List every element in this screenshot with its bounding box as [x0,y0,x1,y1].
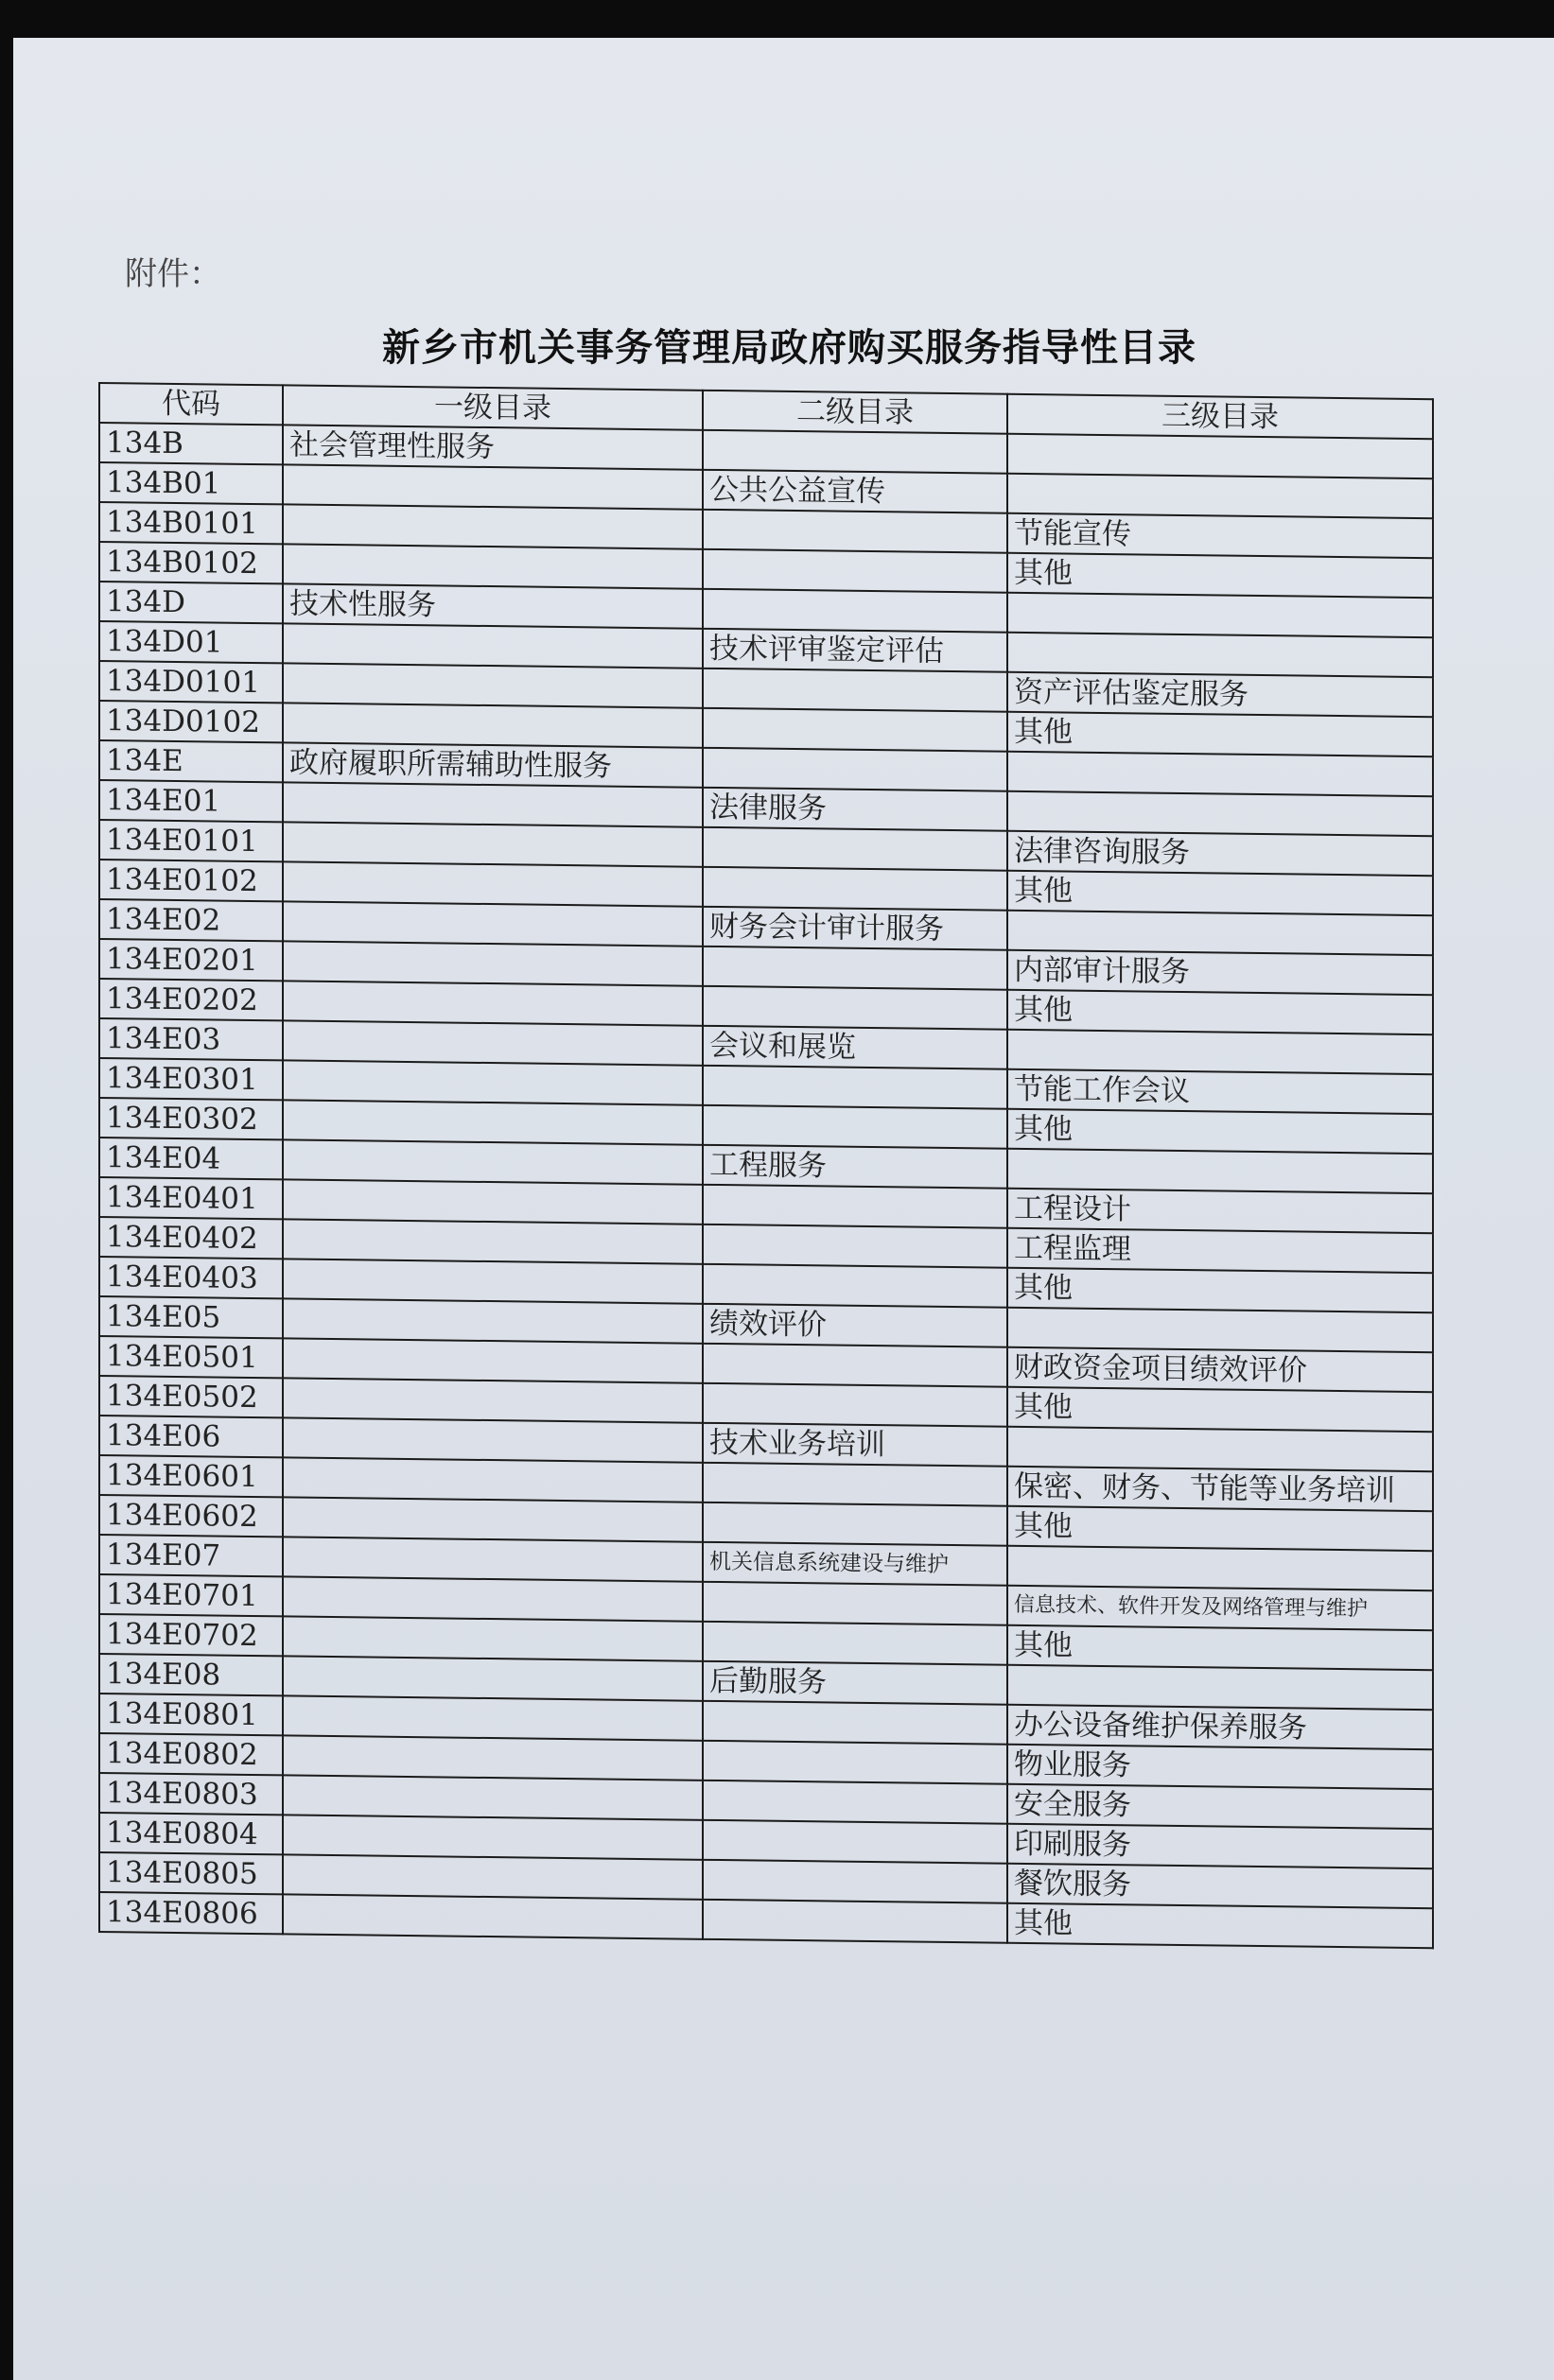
cell-level2 [703,1741,1007,1784]
cell-level2: 后勤服务 [703,1661,1007,1705]
header-level2: 二级目录 [703,391,1007,434]
cell-code: 134E0202 [99,979,283,1020]
cell-level1 [283,464,703,509]
cell-level2 [703,1463,1007,1506]
cell-level3 [1007,593,1433,637]
cell-code: 134E0403 [99,1257,283,1298]
cell-level2: 机关信息系统建设与维护 [703,1542,1007,1586]
cell-level1 [283,663,703,707]
cell-level3: 其他 [1007,1506,1433,1551]
cell-level2 [703,1701,1007,1745]
cell-code: 134E0401 [99,1177,283,1219]
cell-code: 134E0102 [99,860,283,901]
cell-code: 134E0702 [99,1614,283,1656]
cell-code: 134E0301 [99,1058,283,1100]
cell-level1: 社会管理性服务 [283,425,703,469]
cell-code: 134E06 [99,1416,283,1457]
cell-level1 [283,1775,703,1819]
cell-level3: 工程设计 [1007,1189,1433,1233]
cell-level1 [283,623,703,668]
cell-code: 134E05 [99,1296,283,1338]
cell-level3 [1007,1665,1433,1710]
cell-level3: 其他 [1007,553,1433,598]
cell-level3: 其他 [1007,1109,1433,1154]
cell-level3 [1007,752,1433,796]
cell-level1 [283,1298,703,1343]
cell-level1 [283,1417,703,1462]
cell-level2: 会议和展览 [703,1026,1007,1069]
cell-level2 [703,1900,1007,1943]
cell-level1 [283,1020,703,1065]
cell-code: 134E03 [99,1018,283,1060]
cell-level1 [283,1695,703,1740]
cell-code: 134E0502 [99,1376,283,1417]
cell-level1 [283,981,703,1025]
cell-level3: 其他 [1007,1268,1433,1312]
cell-level3: 工程监理 [1007,1228,1433,1273]
cell-level3: 法律咨询服务 [1007,831,1433,876]
cell-level2: 公共公益宣传 [703,470,1007,513]
cell-level3 [1007,633,1433,677]
cell-level3: 其他 [1007,712,1433,756]
cell-level2 [703,1860,1007,1903]
cell-code: 134E07 [99,1535,283,1576]
cell-level3 [1007,1149,1433,1193]
cell-level1 [283,544,703,588]
cell-code: 134B [99,423,283,464]
cell-level3: 印刷服务 [1007,1824,1433,1868]
cell-code: 134E0805 [99,1852,283,1894]
cell-level2: 财务会计审计服务 [703,907,1007,950]
cell-level1 [283,1576,703,1621]
cell-code: 134E0801 [99,1694,283,1735]
cell-level2 [703,1503,1007,1546]
cell-code: 134E0501 [99,1336,283,1378]
cell-level2 [703,549,1007,593]
cell-level3: 其他 [1007,990,1433,1034]
cell-level2: 技术业务培训 [703,1423,1007,1467]
cell-level1 [283,1139,703,1184]
cell-level1 [283,504,703,548]
cell-level3 [1007,434,1433,478]
cell-level2 [703,1264,1007,1308]
cell-level3: 其他 [1007,1625,1433,1670]
cell-level3: 办公设备维护保养服务 [1007,1705,1433,1749]
cell-level2 [703,986,1007,1030]
cell-level2 [703,867,1007,911]
cell-level1 [283,1616,703,1660]
cell-code: 134D01 [99,621,283,663]
cell-level2 [703,708,1007,752]
cell-level2 [703,947,1007,990]
cell-level2: 技术评审鉴定评估 [703,629,1007,672]
cell-code: 134E08 [99,1654,283,1695]
header-level1: 一级目录 [283,385,703,429]
cell-level1 [283,1179,703,1224]
cell-level1 [283,1497,703,1541]
cell-level3: 节能宣传 [1007,513,1433,558]
cell-level1 [283,861,703,906]
cell-level1 [283,901,703,946]
cell-code: 134B01 [99,462,283,504]
cell-level1 [283,1735,703,1780]
attachment-label: 附件： [125,255,221,293]
page-title: 新乡市机关事务管理局政府购买服务指导性目录 [382,326,1196,370]
cell-code: 134D0102 [99,701,283,742]
cell-level3: 其他 [1007,1903,1433,1948]
cell-level3 [1007,474,1433,518]
cell-level3 [1007,1030,1433,1074]
cell-level1: 政府履职所需辅助性服务 [283,742,703,787]
cell-code: 134E01 [99,780,283,822]
cell-level2 [703,1105,1007,1149]
cell-code: 134E0101 [99,820,283,861]
cell-level3 [1007,1308,1433,1352]
cell-code: 134E0802 [99,1733,283,1775]
cell-level1 [283,822,703,866]
cell-level3: 物业服务 [1007,1745,1433,1789]
cell-level1 [283,1894,703,1938]
cell-level3: 保密、财务、节能等业务培训 [1007,1467,1433,1511]
cell-code: 134E [99,740,283,782]
cell-level3: 餐饮服务 [1007,1864,1433,1908]
cell-code: 134D0101 [99,661,283,703]
cell-level2 [703,510,1007,553]
cell-level2 [703,1582,1007,1625]
cell-level2 [703,669,1007,712]
cell-code: 134E0201 [99,939,283,981]
cell-code: 134B0101 [99,502,283,544]
cell-level1 [283,1457,703,1502]
cell-level2 [703,1225,1007,1268]
cell-level1 [283,1854,703,1899]
cell-level3: 信息技术、软件开发及网络管理与维护 [1007,1586,1433,1630]
cell-level2 [703,430,1007,474]
cell-level1 [283,782,703,826]
cell-level3: 其他 [1007,871,1433,915]
cell-level3: 内部审计服务 [1007,950,1433,995]
cell-code: 134E0804 [99,1813,283,1854]
cell-code: 134E0302 [99,1098,283,1139]
cell-level1 [283,1100,703,1144]
cell-level1 [283,1537,703,1581]
cell-level3 [1007,1427,1433,1471]
cell-code: 134E0803 [99,1773,283,1815]
catalog-table [98,382,1434,1949]
cell-code: 134E0701 [99,1574,283,1616]
cell-level1 [283,703,703,747]
cell-level1 [283,1815,703,1859]
cell-level1 [283,1656,703,1700]
cell-level1 [283,941,703,985]
cell-level1 [283,1338,703,1382]
cell-code: 134E0402 [99,1217,283,1259]
cell-code: 134D [99,582,283,623]
cell-level3: 节能工作会议 [1007,1069,1433,1114]
cell-level1: 技术性服务 [283,583,703,628]
cell-level2 [703,1344,1007,1387]
cell-level1 [283,1219,703,1263]
cell-level2 [703,1622,1007,1665]
cell-level3 [1007,791,1433,836]
cell-level3: 资产评估鉴定服务 [1007,672,1433,717]
cell-level3 [1007,1546,1433,1590]
cell-level1 [283,1060,703,1104]
cell-level2 [703,589,1007,633]
cell-level2 [703,1066,1007,1109]
cell-code: 134E04 [99,1138,283,1179]
cell-level2 [703,1383,1007,1427]
cell-level2 [703,1820,1007,1864]
cell-level2: 绩效评价 [703,1304,1007,1347]
cell-code: 134B0102 [99,542,283,583]
cell-code: 134E0601 [99,1455,283,1497]
cell-level1 [283,1259,703,1303]
cell-level1 [283,1378,703,1422]
cell-level3 [1007,911,1433,955]
cell-code: 134E0806 [99,1892,283,1934]
cell-level3: 财政资金项目绩效评价 [1007,1347,1433,1392]
cell-level3: 安全服务 [1007,1784,1433,1829]
cell-level2 [703,1185,1007,1228]
header-code: 代码 [99,383,283,425]
cell-level2: 工程服务 [703,1145,1007,1189]
cell-level2: 法律服务 [703,788,1007,831]
cell-level2 [703,1781,1007,1824]
cell-level2 [703,827,1007,871]
cell-level3: 其他 [1007,1387,1433,1432]
cell-level2 [703,748,1007,791]
header-level3: 三级目录 [1007,394,1433,439]
cell-code: 134E0602 [99,1495,283,1537]
cell-code: 134E02 [99,899,283,941]
